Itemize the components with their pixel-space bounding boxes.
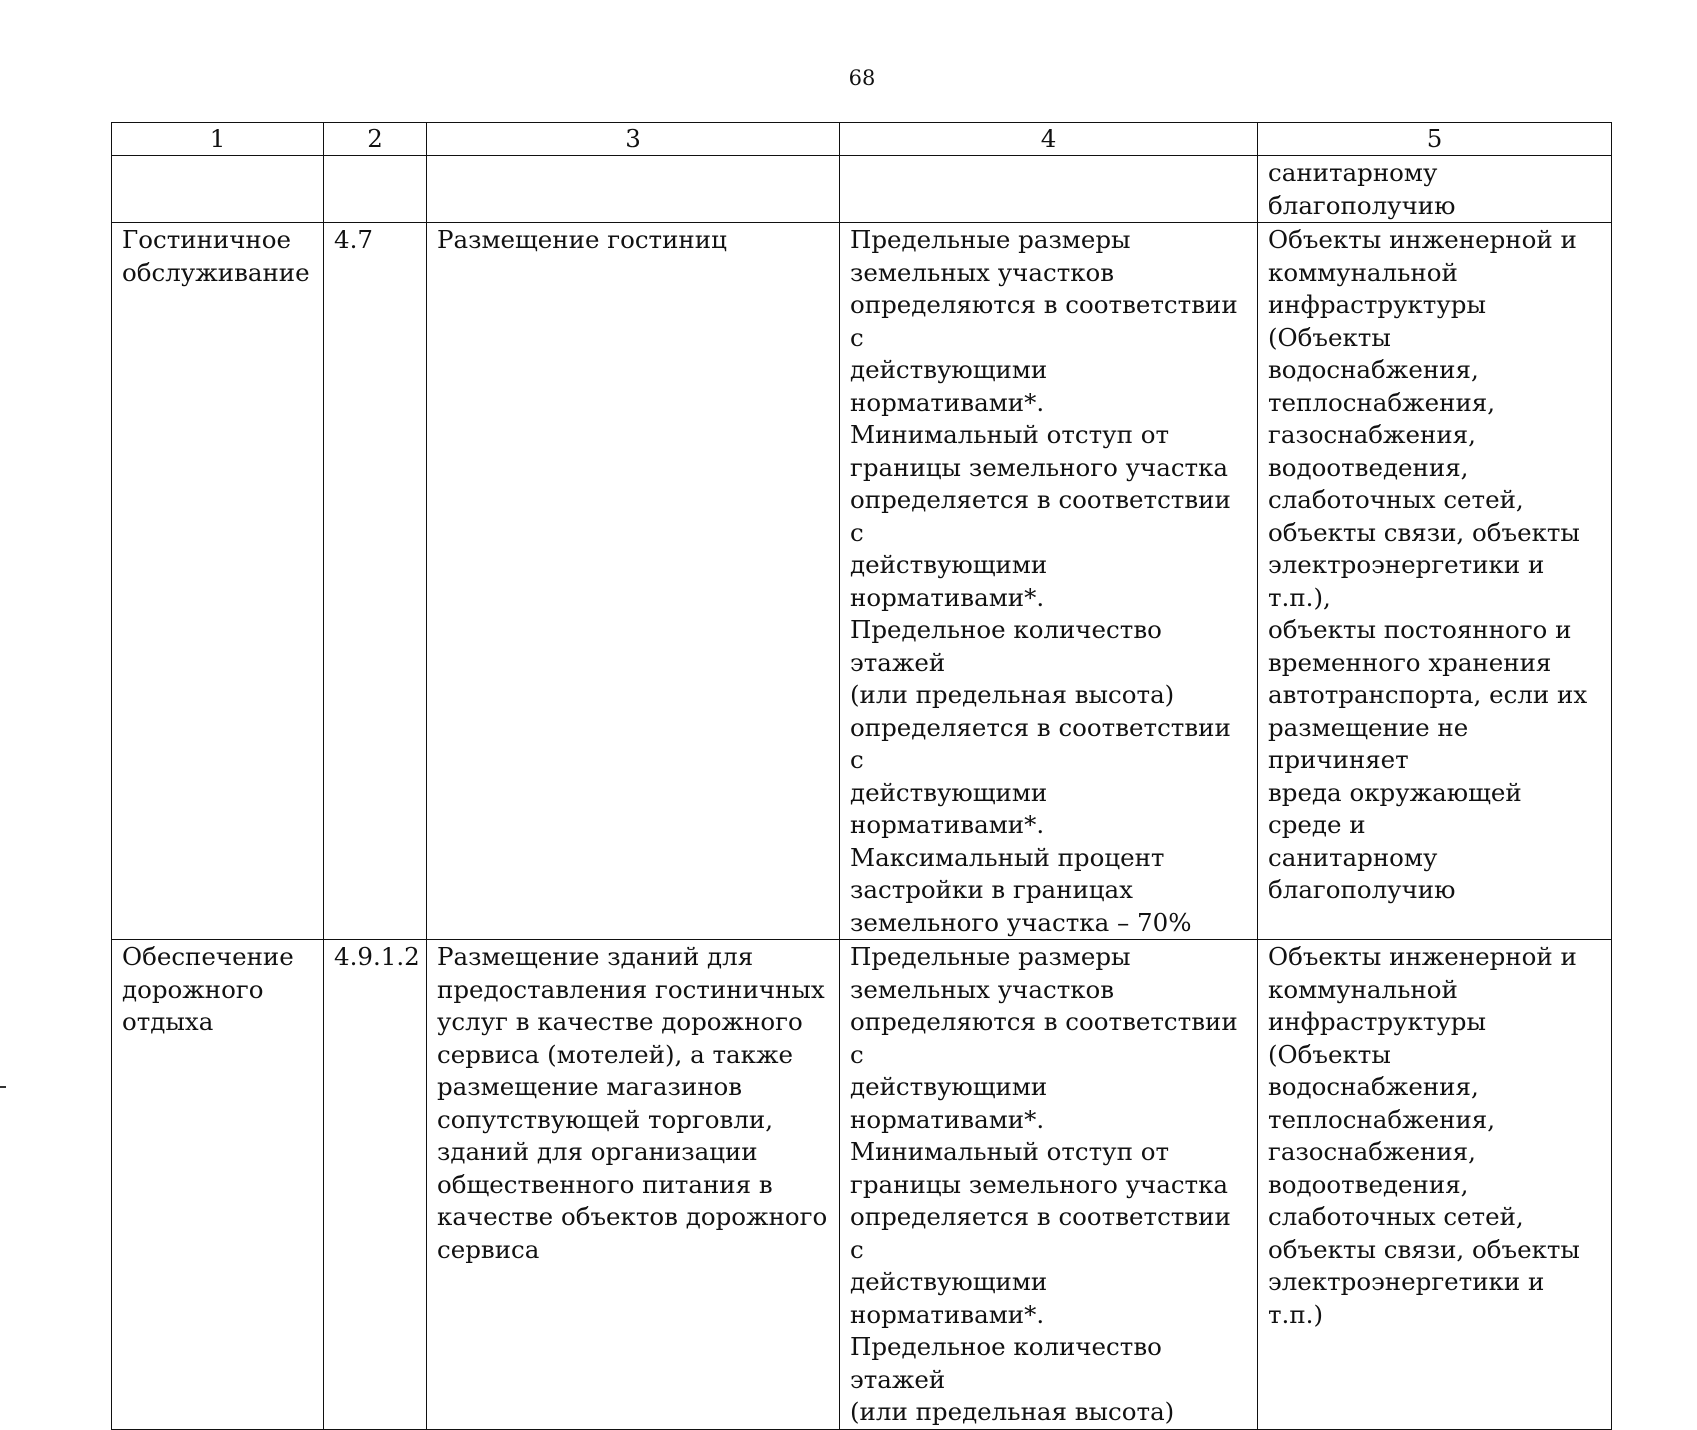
table-cell bbox=[112, 156, 324, 223]
column-number-row bbox=[112, 123, 1612, 156]
parameters-cell: Предельные размеры земельных участков определяются в соответствии с действующими нормативами*. Минимальный отступ от границы земельного участка определяется в соответствии с действующими нормативами*. Предельное количество этажей (или предельная высота) bbox=[840, 940, 1258, 1430]
column-number: 1 bbox=[112, 123, 324, 156]
margin-mark bbox=[0, 1086, 6, 1088]
table-cell bbox=[324, 156, 427, 223]
table-row bbox=[112, 940, 1612, 1430]
table-cell bbox=[840, 156, 1258, 223]
land-use-code-cell: 4.9.1.2 bbox=[324, 940, 427, 1430]
continuation-row bbox=[112, 156, 1612, 223]
regulations-table bbox=[111, 122, 1612, 1430]
table-row bbox=[112, 223, 1612, 940]
column-number: 4 bbox=[840, 123, 1258, 156]
column-number: 3 bbox=[427, 123, 840, 156]
land-use-name-cell: Обеспечение дорожного отдыха bbox=[112, 940, 324, 1430]
auxiliary-use-cell: санитарному благополучию bbox=[1258, 156, 1612, 223]
land-use-description-cell: Размещение гостиниц bbox=[427, 223, 840, 940]
auxiliary-use-cell: Объекты инженерной и коммунальной инфраструктуры (Объекты водоснабжения, теплоснабжения, газоснабжения, водоотведения, слаботочных сетей, объекты связи, объекты электроэнергетики и т.п.) bbox=[1258, 940, 1612, 1430]
column-number: 5 bbox=[1258, 123, 1612, 156]
land-use-name-cell: Гостиничное обслуживание bbox=[112, 223, 324, 940]
parameters-cell: Предельные размеры земельных участков определяются в соответствии с действующими нормативами*. Минимальный отступ от границы земельного участка определяется в соответствии с действующими нормативами*. Предельное количество этажей (или предельная высота) определяется в соответствии с действующими нормативами*. Максимальный процент застройки в границах земельного участка – 70% bbox=[840, 223, 1258, 940]
land-use-description-cell: Размещение зданий для предоставления гостиничных услуг в качестве дорожного сервиса (мотелей), а также размещение магазинов сопутствующей торговли, зданий для организации общественного питания в качестве объектов дорожного сервиса bbox=[427, 940, 840, 1430]
column-number: 2 bbox=[324, 123, 427, 156]
auxiliary-use-cell: Объекты инженерной и коммунальной инфраструктуры (Объекты водоснабжения, теплоснабжения, газоснабжения, водоотведения, слаботочных сетей, объекты связи, объекты электроэнергетики и т.п.), объекты постоянного и временного хранения автотранспорта, если их размещение не причиняет вреда окружающей среде и санитарному благополучию bbox=[1258, 223, 1612, 940]
land-use-code-cell: 4.7 bbox=[324, 223, 427, 940]
page-number: 68 bbox=[848, 66, 876, 90]
table-cell bbox=[427, 156, 840, 223]
